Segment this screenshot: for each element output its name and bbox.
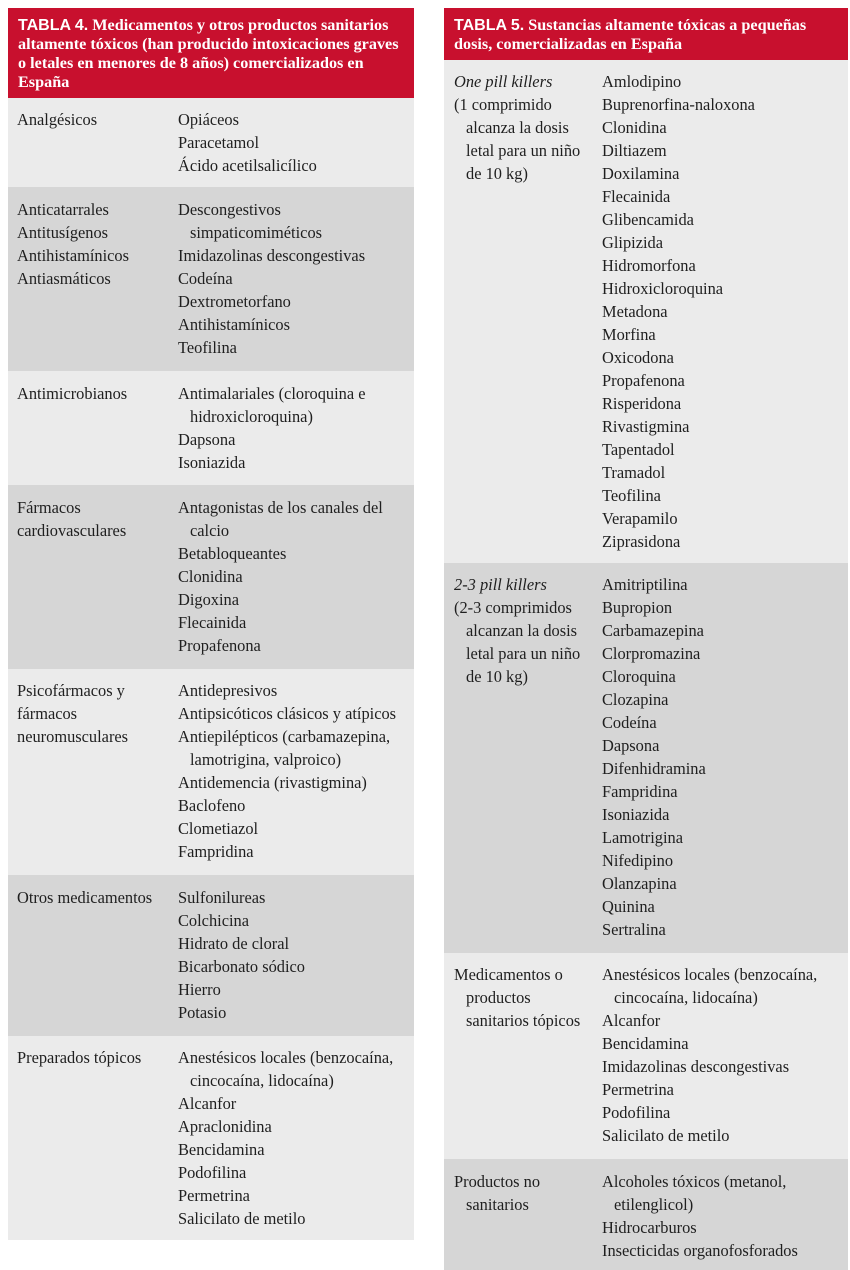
list-item: Difenhidramina — [602, 759, 706, 778]
list-item: Bencidamina — [178, 1140, 265, 1159]
list-item: Tapentadol — [602, 440, 675, 459]
table-row — [8, 98, 414, 187]
category-label: Analgésicos — [17, 110, 98, 129]
list-item: Podofilina — [178, 1163, 247, 1182]
list-item: Bencidamina — [602, 1034, 689, 1053]
list-item: Teofilina — [178, 338, 237, 357]
list-item: Morfina — [602, 325, 656, 344]
list-item: Ziprasidona — [602, 532, 681, 551]
list-item: Lamotrigina — [602, 828, 684, 847]
category-cell — [444, 573, 595, 941]
items-cell — [595, 573, 848, 941]
list-item: Teofilina — [602, 486, 661, 505]
items-cell — [167, 108, 414, 177]
category-cell — [8, 1046, 167, 1230]
table-4-title: Medicamentos y otros productos sanitarios altamente tóxicos (han producido intoxicaciones graves o letales en menores de 8 años) comercializados en España — [18, 16, 399, 91]
list-item: Dextrometorfano — [178, 292, 291, 311]
category-title: One pill killers — [454, 72, 553, 91]
category-cell — [444, 963, 595, 1147]
list-item: Permetrina — [178, 1186, 250, 1205]
list-item: Hidrocarburos — [602, 1218, 697, 1237]
list-item: Amlodipino — [602, 72, 682, 91]
list-item: Bupropion — [602, 598, 673, 617]
category-cell — [8, 679, 167, 863]
list-item: Fampridina — [178, 842, 254, 861]
list-item: Propafenona — [602, 371, 685, 390]
list-item: Sulfonilureas — [178, 888, 266, 907]
category-cell — [444, 70, 595, 553]
category-label: Psicofármacos y fármacos neuromusculares — [17, 681, 129, 746]
category-label: Preparados tópicos — [17, 1048, 142, 1067]
items-cell — [167, 886, 414, 1024]
table-4 — [8, 8, 414, 1228]
table-row — [8, 187, 414, 371]
table-4-header — [8, 8, 414, 98]
category-label: Antitusígenos — [17, 223, 109, 242]
list-item: Quinina — [602, 897, 655, 916]
list-item: Flecainida — [178, 613, 247, 632]
list-item: Baclofeno — [178, 796, 246, 815]
list-item: Isoniazida — [602, 805, 670, 824]
table-5-body — [444, 60, 848, 1270]
list-item: Antiepilépticos (carbamazepina, lamotrigina, valproico) — [178, 727, 391, 769]
list-item: Clorpromazina — [602, 644, 701, 663]
list-item: Tramadol — [602, 463, 666, 482]
list-item: Antidepresivos — [178, 681, 278, 700]
list-item: Oxicodona — [602, 348, 674, 367]
list-item: Codeína — [178, 269, 233, 288]
table-5-header — [444, 8, 848, 60]
category-title: 2-3 pill killers — [454, 575, 547, 594]
items-cell — [595, 1170, 848, 1262]
list-item: Colchicina — [178, 911, 250, 930]
list-item: Nifedipino — [602, 851, 674, 870]
list-item: Cloroquina — [602, 667, 676, 686]
items-cell — [167, 1046, 414, 1230]
category-label: Antiasmáticos — [17, 269, 111, 288]
list-item: Opiáceos — [178, 110, 239, 129]
category-label: Fármacos cardiovasculares — [17, 498, 127, 540]
table-row — [8, 371, 414, 485]
items-cell — [595, 963, 848, 1147]
list-item: Flecainida — [602, 187, 671, 206]
list-item: Imidazolinas descongestivas — [602, 1057, 790, 1076]
list-item: Hierro — [178, 980, 221, 999]
list-item: Descongestivos simpaticomiméticos — [178, 200, 323, 242]
category-cell — [8, 382, 167, 474]
category-label: Antimicrobianos — [17, 384, 128, 403]
table-5-label: TABLA 5. — [454, 17, 525, 34]
category-cell — [444, 1170, 595, 1262]
table-row — [444, 563, 848, 953]
list-item: Imidazolinas descongestivas — [178, 246, 366, 265]
list-item: Alcanfor — [178, 1094, 237, 1113]
list-item: Sertralina — [602, 920, 666, 939]
list-item: Apraclonidina — [178, 1117, 272, 1136]
list-item: Buprenorfina-naloxona — [602, 95, 755, 114]
table-5 — [444, 8, 848, 1260]
list-item: Risperidona — [602, 394, 682, 413]
items-cell — [167, 198, 414, 359]
category-label: Otros medicamentos — [17, 888, 153, 907]
table-4-label: TABLA 4. — [18, 17, 89, 34]
list-item: Paracetamol — [178, 133, 260, 152]
list-item: Anestésicos locales (benzocaína, cincocaína, lidocaína) — [602, 965, 818, 1007]
list-item: Hidromorfona — [602, 256, 696, 275]
list-item: Fampridina — [602, 782, 678, 801]
list-item: Antidemencia (rivastigmina) — [178, 773, 367, 792]
list-item: Antagonistas de los canales del calcio — [178, 498, 383, 540]
list-item: Propafenona — [178, 636, 261, 655]
list-item: Potasio — [178, 1003, 227, 1022]
table-row — [8, 485, 414, 669]
list-item: Podofilina — [602, 1103, 671, 1122]
category-cell — [8, 198, 167, 359]
items-cell — [167, 382, 414, 474]
list-item: Glibencamida — [602, 210, 694, 229]
list-item: Dapsona — [178, 430, 236, 449]
table-row — [444, 1159, 848, 1270]
category-description: (2-3 comprimidos alcanzan la dosis letal para un niño de 10 kg) — [454, 598, 581, 686]
category-cell — [8, 108, 167, 177]
list-item: Clonidina — [602, 118, 667, 137]
table-5-title: Sustancias altamente tóxicas a pequeñas dosis, comercializadas en España — [454, 16, 807, 53]
items-cell — [167, 679, 414, 863]
list-item: Verapamilo — [602, 509, 678, 528]
list-item: Metadona — [602, 302, 668, 321]
table-4-body — [8, 98, 414, 1240]
category-description: (1 comprimido alcanza la dosis letal para un niño de 10 kg) — [454, 95, 581, 183]
list-item: Ácido acetilsalicílico — [178, 156, 317, 175]
table-row — [8, 1036, 414, 1240]
category-label: Anticatarrales — [17, 200, 109, 219]
table-row — [444, 953, 848, 1159]
list-item: Anestésicos locales (benzocaína, cincocaína, lidocaína) — [178, 1048, 394, 1090]
list-item: Digoxina — [178, 590, 240, 609]
category-cell — [8, 886, 167, 1024]
list-item: Hidroxicloroquina — [602, 279, 724, 298]
category-description: Productos no sanitarios — [454, 1172, 541, 1214]
category-label: Antihistamínicos — [17, 246, 129, 265]
list-item: Insecticidas organofosforados — [602, 1241, 798, 1260]
list-item: Carbamazepina — [602, 621, 704, 640]
list-item: Antimalariales (cloroquina e hidroxicloroquina) — [178, 384, 366, 426]
table-row — [444, 60, 848, 563]
list-item: Antipsicóticos clásicos y atípicos — [178, 704, 397, 723]
list-item: Isoniazida — [178, 453, 246, 472]
list-item: Rivastigmina — [602, 417, 690, 436]
table-row — [8, 875, 414, 1036]
list-item: Salicilato de metilo — [178, 1209, 306, 1228]
list-item: Amitriptilina — [602, 575, 688, 594]
list-item: Alcanfor — [602, 1011, 661, 1030]
list-item: Codeína — [602, 713, 657, 732]
list-item: Antihistamínicos — [178, 315, 290, 334]
list-item: Dapsona — [602, 736, 660, 755]
items-cell — [595, 70, 848, 553]
list-item: Clometiazol — [178, 819, 259, 838]
table-row — [8, 669, 414, 875]
list-item: Clonidina — [178, 567, 243, 586]
list-item: Doxilamina — [602, 164, 680, 183]
list-item: Permetrina — [602, 1080, 674, 1099]
category-description: Medicamentos o productos sanitarios tópicos — [454, 965, 581, 1030]
list-item: Hidrato de cloral — [178, 934, 290, 953]
list-item: Salicilato de metilo — [602, 1126, 730, 1145]
list-item: Clozapina — [602, 690, 669, 709]
list-item: Betabloqueantes — [178, 544, 287, 563]
list-item: Alcoholes tóxicos (metanol, etilenglicol) — [602, 1172, 787, 1214]
list-item: Glipizida — [602, 233, 663, 252]
list-item: Diltiazem — [602, 141, 667, 160]
items-cell — [167, 496, 414, 657]
list-item: Olanzapina — [602, 874, 677, 893]
category-cell — [8, 496, 167, 657]
list-item: Bicarbonato sódico — [178, 957, 305, 976]
